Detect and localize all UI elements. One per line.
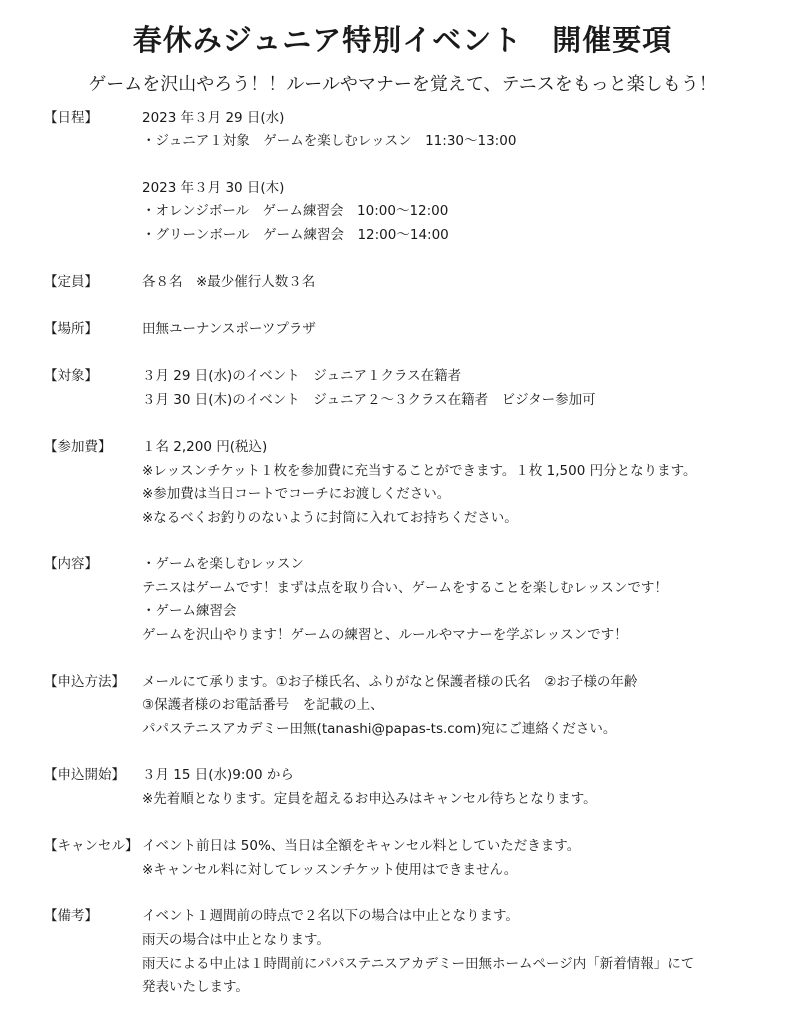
page-subtitle: ゲームを沢山やろう！！ルールやマナーを覚えて、テニスをもっと楽しもう！: [88, 74, 717, 95]
notes-line: イベント１週間前の時点で２名以下の場合は中止となります。: [142, 908, 519, 924]
cancel-line: ※キャンセル料に対してレッスンチケット使用はできません。: [142, 862, 518, 878]
section-label-schedule: 【日程】: [44, 110, 98, 126]
section-label-fee: 【参加費】: [44, 439, 112, 455]
schedule-line: ・オレンジボール ゲーム練習会 10:00〜12:00: [142, 203, 449, 219]
fee-line: ※なるべくお釣りのないように封筒に入れてお持ちください。: [142, 510, 518, 526]
schedule-line: ・ジュニア１対象 ゲームを楽しむレッスン 11:30〜13:00: [142, 133, 517, 149]
application-start-line: ※先着順となります。定員を超えるお申込みはキャンセル待ちとなります。: [142, 791, 597, 807]
notes-line: 発表いたします。: [142, 979, 249, 995]
application-start-line: ３月 15 日(水)9:00 から: [142, 767, 294, 783]
content-line: ・ゲーム練習会: [142, 603, 237, 619]
application-method-line: ③保護者様のお電話番号 を記載の上、: [142, 697, 384, 713]
section-label-notes: 【備考】: [44, 908, 98, 924]
target-line: ３月 29 日(水)のイベント ジュニア１クラス在籍者: [142, 368, 462, 384]
content-line: ・ゲームを楽しむレッスン: [142, 556, 304, 572]
section-label-capacity: 【定員】: [44, 274, 98, 290]
content-line: ゲームを沢山やります！ゲームの練習と、ルールやマナーを学ぶレッスンです！: [142, 627, 628, 643]
section-label-venue: 【場所】: [44, 321, 98, 337]
fee-line: ※参加費は当日コートでコーチにお渡しください。: [142, 486, 451, 502]
application-method-line: パパステニスアカデミー田無(tanashi@papas-ts.com)宛にご連絡ください。: [142, 721, 617, 737]
fee-line: ※レッスンチケット１枚を参加費に充当することができます。１枚 1,500 円分となります。: [142, 463, 697, 479]
section-label-application-start: 【申込開始】: [44, 767, 125, 783]
capacity-line: 各８名 ※最少催行人数３名: [142, 274, 316, 290]
section-label-cancel: 【キャンセル】: [44, 838, 139, 854]
schedule-line: 2023 年３月 29 日(水): [142, 110, 285, 126]
target-line: ３月 30 日(木)のイベント ジュニア２〜３クラス在籍者 ビジター参加可: [142, 392, 596, 408]
schedule-line: ・グリーンボール ゲーム練習会 12:00〜14:00: [142, 227, 449, 243]
cancel-line: イベント前日は 50%、当日は全額をキャンセル料としていただきます。: [142, 838, 581, 854]
section-label-target: 【対象】: [44, 368, 98, 384]
venue-line: 田無ユーナンスポーツプラザ: [142, 321, 316, 337]
content-line: テニスはゲームです！まずは点を取り合い、ゲームをすることを楽しむレッスンです！: [142, 580, 668, 596]
schedule-line: 2023 年３月 30 日(木): [142, 180, 285, 196]
fee-line: １名 2,200 円(税込): [142, 439, 268, 455]
notes-line: 雨天による中止は１時間前にパパステニスアカデミー田無ホームページ内「新着情報」にて: [142, 956, 695, 972]
application-method-line: メールにて承ります。①お子様氏名、ふりがなと保護者様の氏名 ②お子様の年齢: [142, 674, 638, 690]
notes-line: 雨天の場合は中止となります。: [142, 932, 330, 948]
section-label-content: 【内容】: [44, 556, 98, 572]
section-label-application-method: 【申込方法】: [44, 674, 125, 690]
page-title: 春休みジュニア特別イベント 開催要項: [132, 23, 673, 57]
